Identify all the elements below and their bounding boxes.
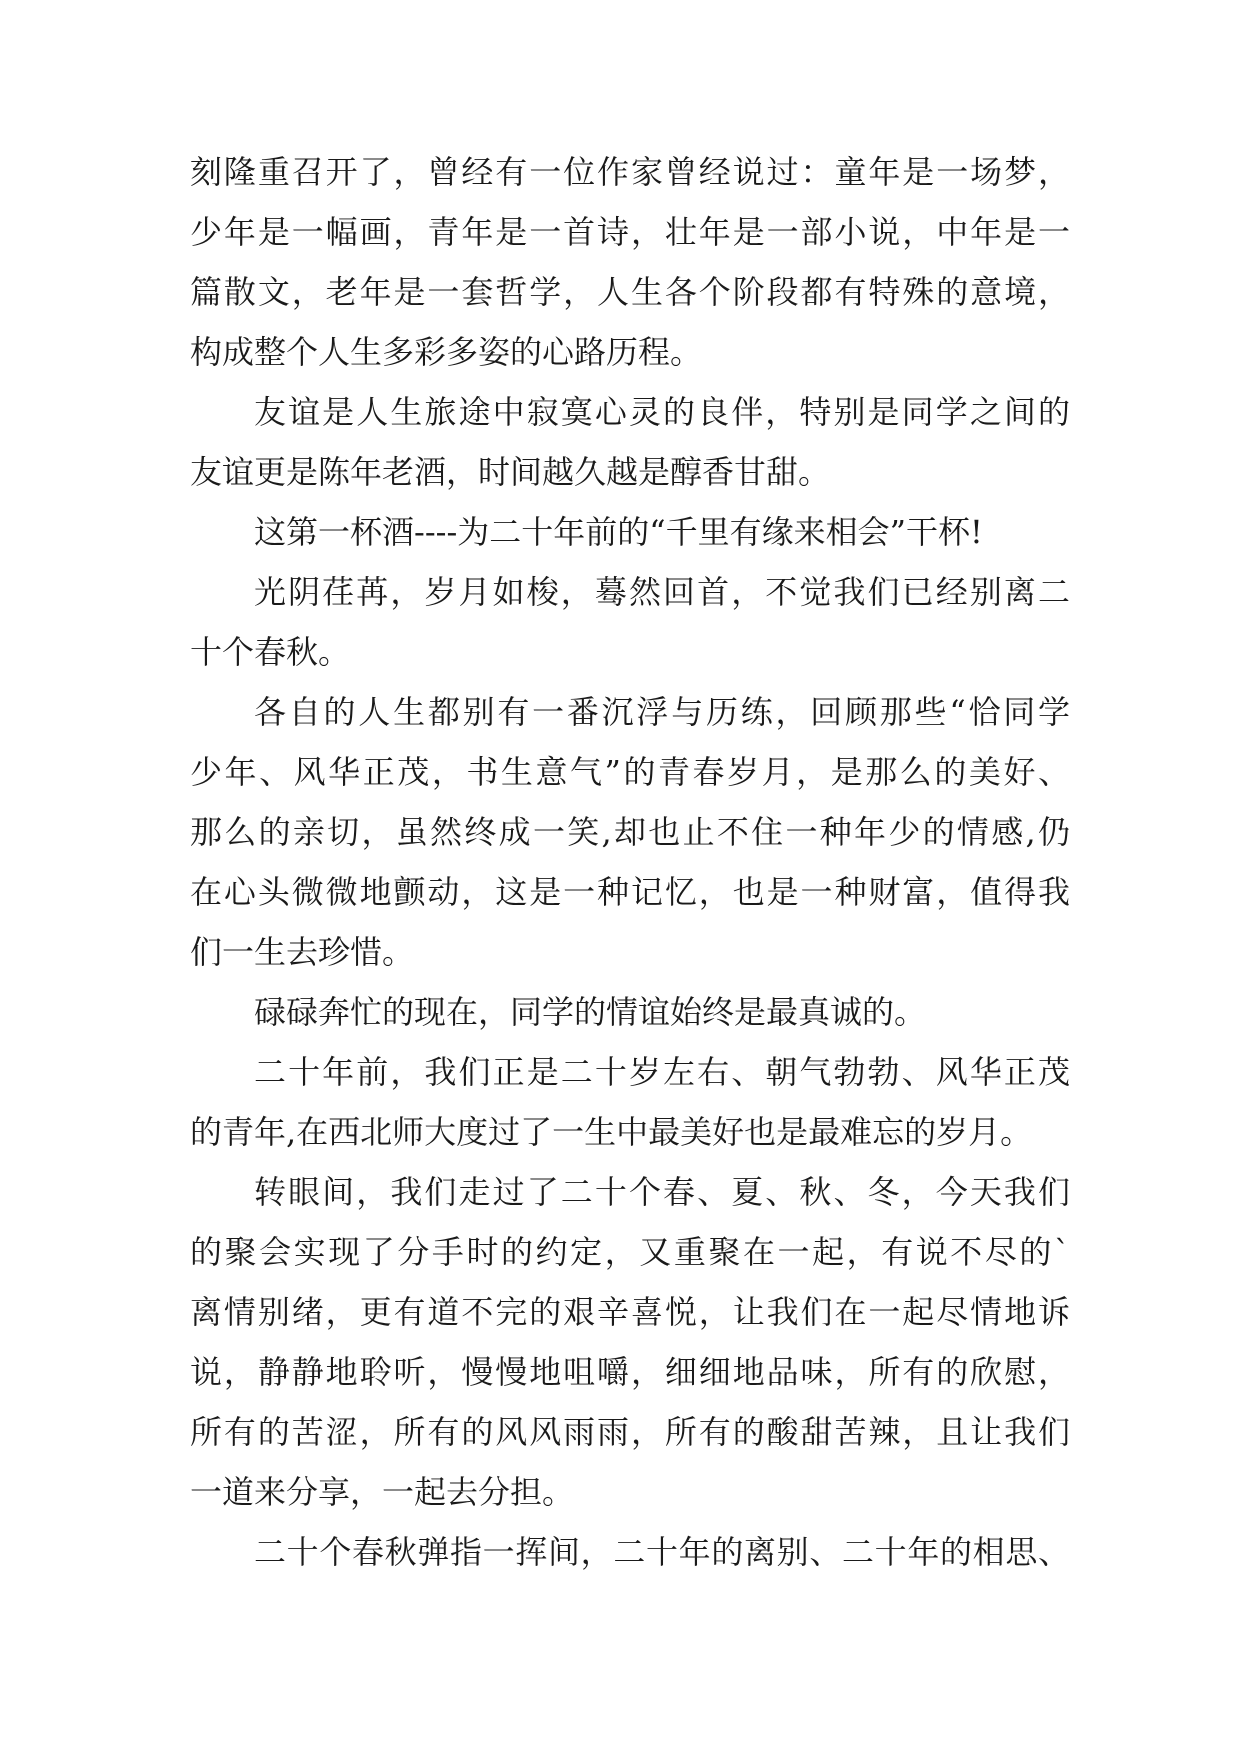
paragraph-first-line: 碌碌奔忙的现在，同学的情谊始终是最真诚的。 bbox=[254, 993, 927, 1031]
text-line: 的聚会实现了分手时的约定，又重聚在一起，有说不尽的` bbox=[190, 1233, 1070, 1271]
text-line: 一道来分享，一起去分担。 bbox=[190, 1473, 575, 1511]
text-line: 所有的苦涩，所有的风风雨雨，所有的酸甜苦辣，且让我们 bbox=[190, 1413, 1070, 1451]
text-line: 在心头微微地颤动，这是一种记忆，也是一种财富，值得我 bbox=[190, 873, 1070, 911]
text-line: 少年、风华正茂，书生意气”的青春岁月，是那么的美好、 bbox=[190, 753, 1070, 791]
text-line: 那么的亲切，虽然终成一笑,却也止不住一种年少的情感,仍 bbox=[190, 813, 1070, 851]
paragraph-first-line: 光阴荏苒，岁月如梭，蓦然回首，不觉我们已经别离二 bbox=[254, 573, 1070, 611]
text-line: 离情别绪，更有道不完的艰辛喜悦，让我们在一起尽情地诉 bbox=[190, 1293, 1070, 1331]
text-line: 的青年,在西北师大度过了一生中最美好也是最难忘的岁月。 bbox=[190, 1113, 1033, 1151]
text-line: 们一生去珍惜。 bbox=[190, 933, 415, 971]
text-line: 构成整个人生多彩多姿的心路历程。 bbox=[190, 333, 703, 371]
paragraph-first-line: 二十个春秋弹指一挥间，二十年的离别、二十年的相思、 bbox=[254, 1533, 1070, 1571]
paragraph-first-line: 友谊是人生旅途中寂寞心灵的良伴，特别是同学之间的 bbox=[254, 393, 1070, 431]
text-line: 十个春秋。 bbox=[190, 633, 351, 671]
paragraph-first-line: 转眼间，我们走过了二十个春、夏、秋、冬，今天我们 bbox=[254, 1173, 1070, 1211]
paragraph-first-line: 各自的人生都别有一番沉浮与历练，回顾那些“恰同学 bbox=[254, 693, 1070, 731]
text-line: 刻隆重召开了，曾经有一位作家曾经说过：童年是一场梦， bbox=[190, 153, 1070, 191]
text-line: 说，静静地聆听，慢慢地咀嚼，细细地品味，所有的欣慰， bbox=[190, 1353, 1070, 1391]
paragraph-first-line: 这第一杯酒----为二十年前的“千里有缘来相会”干杯! bbox=[254, 513, 983, 551]
paragraph-first-line: 二十年前，我们正是二十岁左右、朝气勃勃、风华正茂 bbox=[254, 1053, 1070, 1091]
text-line: 篇散文，老年是一套哲学，人生各个阶段都有特殊的意境， bbox=[190, 273, 1070, 311]
text-line: 少年是一幅画，青年是一首诗，壮年是一部小说，中年是一 bbox=[190, 213, 1070, 251]
text-line: 友谊更是陈年老酒，时间越久越是醇香甘甜。 bbox=[190, 453, 831, 491]
